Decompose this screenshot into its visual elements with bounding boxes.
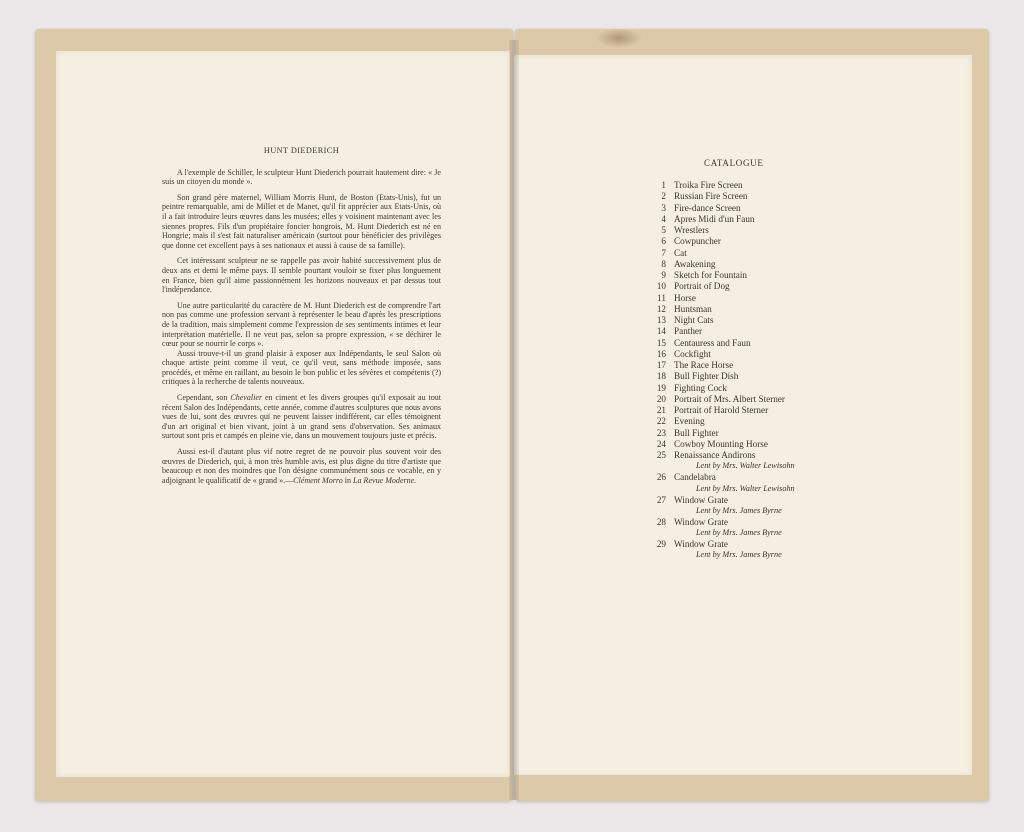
catalogue-row <box>648 315 848 326</box>
catalogue-title: Cowboy Mounting Horse <box>674 438 768 449</box>
catalogue-row <box>648 383 848 394</box>
catalogue-row <box>648 203 848 214</box>
catalogue-title: Cockfight <box>674 348 711 359</box>
artwork-title: Chevalier <box>230 393 263 403</box>
catalogue-number: 11 <box>657 292 666 303</box>
catalogue-title: Cat <box>674 247 687 258</box>
catalogue-title: Awakening <box>674 258 716 269</box>
catalogue-number: 20 <box>656 393 666 404</box>
catalogue-title: Troika Fire Screen <box>674 180 743 190</box>
catalogue-title: Panther <box>674 326 703 337</box>
catalogue-number: 24 <box>656 438 666 449</box>
catalogue-entry <box>648 539 848 560</box>
catalogue-entry <box>648 214 848 225</box>
catalogue-entry <box>648 349 848 360</box>
catalogue-lender: Lent by Mrs. James Byrne <box>696 550 782 560</box>
catalogue-lender: Lent by Mrs. Walter Lewisohn <box>696 461 795 471</box>
source-name: La Revue Moderne. <box>353 475 417 485</box>
catalogue-title: Renaissance Andirons <box>674 450 756 460</box>
catalogue-row <box>648 304 848 315</box>
catalogue-number: 16 <box>656 348 666 359</box>
catalogue-number: 13 <box>656 315 666 325</box>
catalogue-lender: Lent by Mrs. Walter Lewisohn <box>696 483 795 493</box>
catalogue-entry <box>648 517 848 538</box>
catalogue-number: 28 <box>656 516 666 527</box>
essay-paragraph: Cet intéressant sculpteur ne se rappelle pas avoir habité successivement plus de deux ans et demi le même pays. Il semble pourtant vouloir se fixer plus longuement en France, bien qu'il aime passionnément les horizons nouveaux et par dessus tout l'indépendance. <box>162 256 441 295</box>
catalogue-number: 4 <box>661 213 666 224</box>
catalogue-number: 23 <box>656 427 666 438</box>
catalogue-title: Sketch for Fountain <box>674 270 747 280</box>
catalogue-number: 12 <box>656 303 666 314</box>
catalogue-entry <box>648 304 848 315</box>
essay-paragraph: A l'exemple de Schiller, le sculpteur Hunt Diederich pourrait hautement dire: « Je suis un citoyen du monde ». <box>162 167 441 187</box>
catalogue-number: 8 <box>661 258 666 269</box>
catalogue-row <box>648 472 848 483</box>
catalogue-row <box>648 416 848 427</box>
catalogue-entry <box>648 338 848 349</box>
catalogue-row <box>648 259 848 270</box>
catalogue-row <box>648 450 848 461</box>
catalogue-title: Portrait of Dog <box>674 281 730 292</box>
catalogue-entry <box>648 495 848 516</box>
catalogue-number: 5 <box>661 225 666 235</box>
catalogue-title: Centauress and Faun <box>674 337 751 348</box>
catalogue-number: 21 <box>656 405 666 415</box>
catalogue-entry <box>648 394 848 405</box>
catalogue-row <box>648 248 848 259</box>
catalogue-number: 9 <box>661 270 666 280</box>
catalogue-entry <box>648 439 848 450</box>
catalogue-number: 26 <box>656 472 666 483</box>
catalogue-row <box>648 371 848 382</box>
catalogue-row <box>648 405 848 416</box>
catalogue-title: Night Cats <box>674 315 714 325</box>
essay-paragraph: Aussi trouve-t-il un grand plaisir à exposer aux Indépendants, le seul Salon où chaque artiste peint comme il veut, ce qu'il veut, sans méthode imposée, sans procédés, et même en raillant, au besoin le bon public et les sévères et compétents (?) critiques à la recherche de talents nouveaux. <box>162 348 441 387</box>
catalogue-entry <box>648 180 848 191</box>
catalogue-title: Apres Midi d'un Faun <box>674 213 755 224</box>
catalogue-title: Window Grate <box>674 539 728 549</box>
author-name: Clément Morro <box>293 475 343 485</box>
catalogue-row <box>648 326 848 337</box>
catalogue-number: 10 <box>656 281 666 292</box>
catalogue-number: 29 <box>656 539 666 549</box>
cover-stain <box>596 28 642 48</box>
catalogue-title: Cowpuncher <box>674 236 721 247</box>
catalogue-row <box>648 270 848 281</box>
catalogue-title: Huntsman <box>674 303 712 314</box>
catalogue-entry <box>648 270 848 281</box>
catalogue-row <box>648 214 848 225</box>
book-gutter <box>509 40 519 800</box>
essay-paragraph: Une autre particularité du caractère de M. Hunt Diederich est de comprendre l'art non pas comme une profession servant à représenter le beau d'après les prescriptions de la tradition, mais simplement comme l'expression de ses sentiments intimes et leur interprétation matérielle. Il ne veut pas, selon sa propre expression, « se déchirer le cœur pour se nourrir le corps ». <box>162 300 441 349</box>
catalogue <box>648 158 848 561</box>
catalogue-entry <box>648 236 848 247</box>
catalogue-row <box>648 495 848 506</box>
catalogue-number: 19 <box>656 382 666 393</box>
catalogue-entry <box>648 428 848 439</box>
catalogue-entry <box>648 360 848 371</box>
catalogue-number: 3 <box>661 202 666 213</box>
catalogue-entry <box>648 326 848 337</box>
catalogue-number: 15 <box>656 337 666 348</box>
catalogue-row <box>648 191 848 202</box>
essay-text <box>162 146 441 491</box>
catalogue-entry <box>648 293 848 304</box>
catalogue-row <box>648 428 848 439</box>
catalogue-row <box>648 180 848 191</box>
catalogue-number: 7 <box>661 247 666 258</box>
catalogue-row <box>648 236 848 247</box>
catalogue-row <box>648 338 848 349</box>
catalogue-title: Fire-dance Screen <box>674 202 741 213</box>
catalogue-number: 25 <box>656 450 666 460</box>
catalogue-title: Russian Fire Screen <box>674 191 748 202</box>
catalogue-title: Portrait of Mrs. Albert Sterner <box>674 393 785 404</box>
catalogue-heading: CATALOGUE <box>704 158 764 168</box>
catalogue-row <box>648 439 848 450</box>
catalogue-row <box>648 293 848 304</box>
catalogue-row <box>648 225 848 236</box>
catalogue-number: 2 <box>661 191 666 202</box>
catalogue-entry <box>648 248 848 259</box>
catalogue-lender: Lent by Mrs. James Byrne <box>696 528 782 537</box>
catalogue-title: Window Grate <box>674 494 728 505</box>
catalogue-row <box>648 281 848 292</box>
catalogue-title: Wrestlers <box>674 225 709 235</box>
catalogue-row <box>648 539 848 550</box>
catalogue-title: Portrait of Harold Sterner <box>674 405 769 415</box>
catalogue-number: 18 <box>656 371 666 382</box>
catalogue-title: Bull Fighter Dish <box>674 371 739 382</box>
catalogue-number: 6 <box>661 236 666 247</box>
catalogue-list <box>648 180 848 560</box>
catalogue-entry <box>648 281 848 292</box>
catalogue-entry <box>648 371 848 382</box>
catalogue-title: Fighting Cock <box>674 382 727 393</box>
catalogue-number: 22 <box>656 416 666 427</box>
catalogue-entry <box>648 191 848 202</box>
catalogue-title: Evening <box>674 416 705 427</box>
catalogue-entry <box>648 472 848 493</box>
catalogue-entry <box>648 315 848 326</box>
catalogue-entry <box>648 416 848 427</box>
catalogue-row <box>648 394 848 405</box>
catalogue-entry <box>648 383 848 394</box>
catalogue-title: Horse <box>674 292 696 303</box>
catalogue-title: Bull Fighter <box>674 427 719 438</box>
catalogue-entry <box>648 203 848 214</box>
catalogue-entry <box>648 405 848 416</box>
catalogue-title: Window Grate <box>674 516 728 527</box>
catalogue-number: 17 <box>656 360 666 370</box>
essay-paragraph: Son grand père maternel, William Morris Hunt, de Boston (Etats-Unis), fut un peintre remarquable, ami de Millet et de Manet, qu'il fit apprécier aux Etats-Unis, où il a fait introduire leurs œuvres dans les musées; elles y voisinent maintenant avec les siennes propres. Fils d'un propiétaire foncier hongrois, M. Hunt Diederich est né en Hongrie; mais il s'est fait naturaliser américain (surtout pour bénéficier des privilèges que donne cet excellent pays à ses nationaux et aussi à cause de sa famille). <box>162 192 441 250</box>
essay-heading: HUNT DIEDERICH <box>263 146 340 155</box>
essay-paragraph-chevalier: Cependant, son Chevalier en ciment et les divers groupes qu'il exposait au tout récent Salon des Indépendants, cette année, comme d'autres sculptures que nous avons vues de lui, sont des œuvres qui ne peuvent laisser indifférent, car elles témoignent d'un art original et bien vivant, joint à un grand sens d'observation. Ses animaux surtout sont pris et campés en pleine vie, dans un mouvement toujours juste et précis. <box>162 393 442 441</box>
catalogue-title: Candelabra <box>674 472 716 483</box>
catalogue-number: 14 <box>656 326 666 337</box>
catalogue-number: 27 <box>656 494 666 505</box>
catalogue-lender: Lent by Mrs. James Byrne <box>696 505 782 515</box>
essay-paragraph-closing: Aussi est-il d'autant plus vif notre regret de ne pouvoir plus souvent voir des œuvres de Diederich, qui, à mon très humble avis, est plus digne du titre d'artiste que beaucoup et non des moindres que l'on désigne communément sous ce vocable, en y adjoignant le qualificatif de « grand ».—Clément Morro in La Revue Moderne. <box>162 447 441 485</box>
catalogue-title: The Race Horse <box>674 360 734 370</box>
catalogue-entry <box>648 450 848 471</box>
catalogue-entry <box>648 225 848 236</box>
catalogue-number: 1 <box>661 180 666 190</box>
catalogue-row <box>648 360 848 371</box>
catalogue-entry <box>648 259 848 270</box>
catalogue-row <box>648 349 848 360</box>
catalogue-row <box>648 517 848 528</box>
